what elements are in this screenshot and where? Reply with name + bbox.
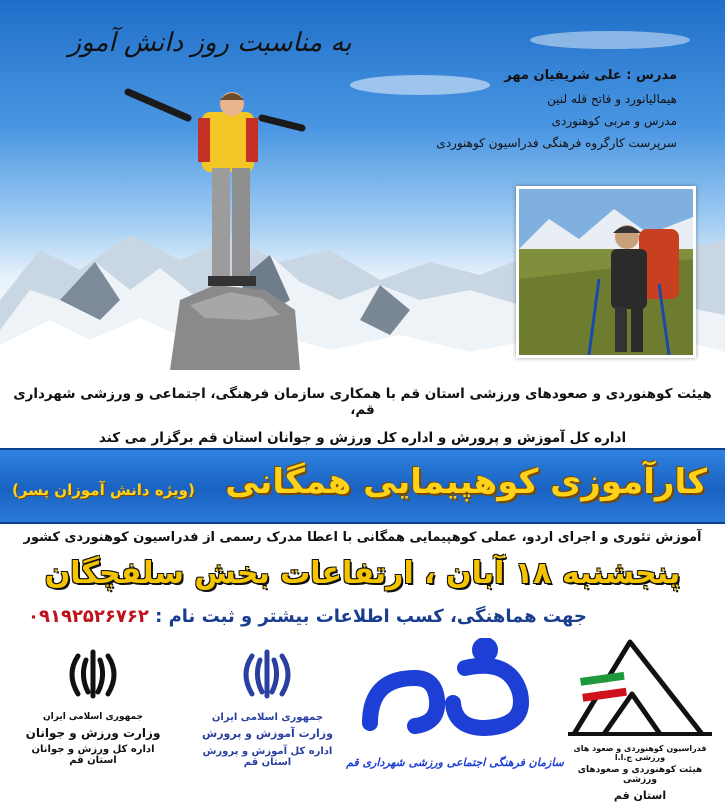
municipality-logo [345, 638, 565, 769]
instructor-line: هیمالیانورد و فاتح قله لنین [547, 92, 677, 106]
course-description: آموزش تئوری و اجرای اردو، عملی کوهپیمایی همگانی با اعطا مدرک رسمی از فدراسیون کوهنوردی کشور [23, 530, 702, 545]
intro-line-1: هیئت کوهنوردی و صعودهای ورزشی استان قم با همکاری سازمان فرهنگی، اجتماعی و ورزشی شهرداری قم، [13, 386, 712, 418]
ministry-education-line: جمهوری اسلامی ایران [211, 712, 324, 723]
federation-line: استان قم [613, 789, 667, 802]
ministry-education-line: وزارت آموزش و پرورش [202, 727, 333, 740]
ministry-sport-logo [18, 644, 168, 766]
sponsor-logos [0, 634, 725, 800]
iran-emblem-icon [190, 644, 345, 704]
instructor-info [357, 68, 677, 158]
ministry-sport-line: وزارت ورزش و جوانان [25, 726, 161, 740]
course-subtitle: (ویژه دانش آموزان پسر) [12, 481, 195, 499]
iran-emblem-icon [18, 644, 168, 704]
federation-mountain-logo-icon [560, 636, 720, 736]
contact-line [28, 606, 708, 627]
hero-section [0, 0, 725, 370]
municipality-logo-icon [345, 638, 565, 758]
occasion-heading: به مناسبت روز دانش آموز [68, 28, 352, 58]
instructor-photo [516, 186, 696, 358]
municipality-caption: سازمان فرهنگی اجتماعی ورزشی شهرداری قم [346, 756, 564, 769]
intro-line-2: اداره کل آموزش و پرورش و اداره کل ورزش و جوانان استان قم برگزار می کند [98, 430, 627, 446]
contact-label: جهت هماهنگی، کسب اطلاعات بیشتر و ثبت نام : [155, 606, 587, 627]
ministry-sport-line: جمهوری اسلامی ایران [42, 712, 144, 722]
event-date-location: پنجشنبه ۱۸ آبان ، ارتفاعات بخش سلفچگان [44, 556, 681, 591]
instructor-line: سرپرست کارگروه فرهنگی فدراسیون کوهنوردی [436, 136, 677, 150]
federation-line: فدراسیون کوهنوردی و صعود های ورزشی ج.ا.ا [573, 744, 707, 762]
instructor-line: مدرس و مربی کوهنوردی [551, 114, 677, 128]
federation-logo [560, 636, 720, 802]
course-title-banner [0, 448, 725, 524]
ministry-education-line: اداره کل آموزش و پرورش استان قم [202, 746, 333, 768]
intro-text [0, 370, 725, 448]
federation-line: هیئت کوهنوردی و صعودهای ورزشی [577, 765, 703, 785]
phone-number: ۰۹۱۹۲۵۲۶۷۶۲ [28, 606, 149, 627]
course-title: کارآموزی کوهپیمایی همگانی [225, 462, 707, 502]
instructor-name: مدرس : علی شریفیان مهر [504, 68, 677, 83]
ministry-sport-line: اداره کل ورزش و جوانان استان قم [31, 744, 155, 766]
ministry-education-logo [190, 644, 345, 768]
